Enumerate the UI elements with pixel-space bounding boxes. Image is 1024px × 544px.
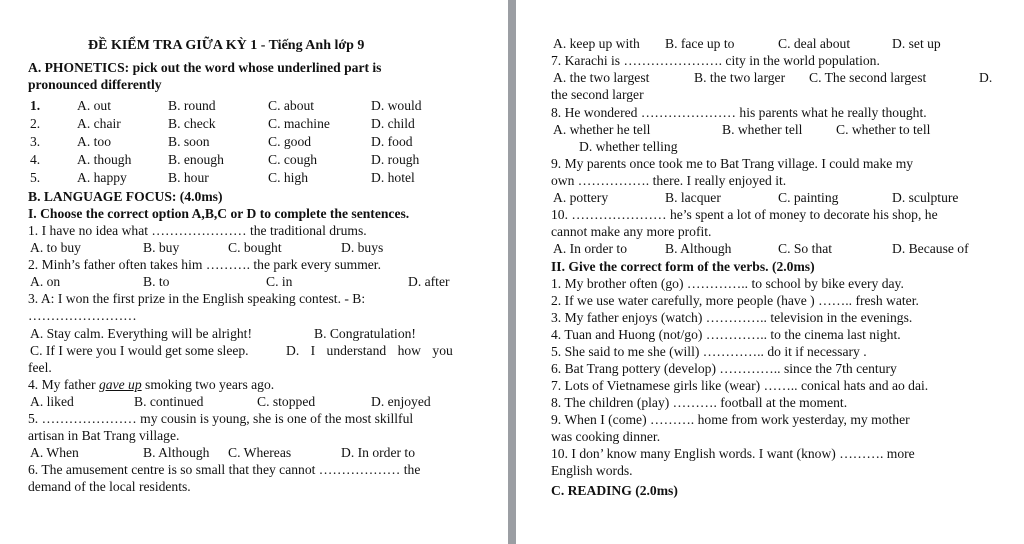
option-c: C. So that — [778, 241, 833, 256]
question-4-text-end: smoking two years ago. — [141, 377, 275, 392]
option-b: B. hour — [168, 170, 209, 185]
question-9: 9. My parents once took me to Bat Trang village. I could make my — [551, 156, 914, 171]
option-c: C. in — [266, 274, 293, 289]
verb-item: 1. My brother often (go) ………….. to school by bike every day. — [551, 276, 904, 291]
question-10-cont: cannot make any more profit. — [551, 224, 712, 239]
option-b: B. enough — [168, 152, 224, 167]
verb-item: 3. My father enjoys (watch) ………….. television in the evenings. — [551, 310, 913, 325]
option-d: D. would — [371, 98, 422, 113]
question-3: 3. A: I won the first prize in the English speaking contest. - B: — [28, 291, 366, 306]
option-d: D. set up — [892, 36, 941, 51]
row-number: 3. — [30, 134, 41, 149]
option-a: A. keep up with — [553, 36, 640, 51]
option-a: A. happy — [77, 170, 127, 185]
option-c: C. whether to tell — [836, 122, 931, 137]
option-c: C. machine — [268, 116, 330, 131]
option-a: A. Stay calm. Everything will be alright! — [30, 326, 252, 341]
verb-item: 7. Lots of Vietnamese girls like (wear) …….. conical hats and ao dai. — [551, 378, 929, 393]
question-8: 8. He wondered ………………… his parents what he really thought. — [551, 105, 927, 120]
option-d: D. In order to — [341, 445, 415, 460]
option-d: D. rough — [371, 152, 420, 167]
exam-title: ĐỀ KIỂM TRA GIỮA KỲ 1 - Tiếng Anh lớp 9 — [88, 38, 365, 53]
option-b: B. lacquer — [665, 190, 721, 205]
option-d: D. after — [408, 274, 450, 289]
option-a: A. out — [77, 98, 111, 113]
option-d: D. sculpture — [892, 190, 959, 205]
part-2-heading: II. Give the correct form of the verbs. (2.0ms) — [551, 259, 815, 274]
row-number: 2. — [30, 116, 41, 131]
option-a: A. whether he tell — [553, 122, 651, 137]
option-d: D. hotel — [371, 170, 415, 185]
question-5-cont: artisan in Bat Trang village. — [28, 428, 180, 443]
question-10: 10. ………………… he’s spent a lot of money to decorate his shop, he — [551, 207, 938, 222]
question-6-cont: demand of the local residents. — [28, 479, 191, 494]
option-b: B. the two larger — [694, 70, 786, 85]
option-b: B. whether tell — [722, 122, 803, 137]
option-c: C. stopped — [257, 394, 316, 409]
row-number: 5. — [30, 170, 41, 185]
option-d: D. buys — [341, 240, 384, 255]
question-2: 2. Minh’s father often takes him ………. the park every summer. — [28, 257, 381, 272]
question-5: 5. ………………… my cousin is young, she is one of the most skillful — [28, 411, 414, 426]
option-d: D. — [979, 70, 993, 85]
option-a: A. to buy — [30, 240, 81, 255]
option-d: D. whether telling — [579, 139, 678, 154]
verb-item: 2. If we use water carefully, more people (have ) …….. fresh water. — [551, 293, 919, 308]
option-d: D. Because of — [892, 241, 969, 256]
question-4 — [28, 376, 274, 393]
option-b: B. buy — [143, 240, 180, 255]
option-c: C. cough — [268, 152, 318, 167]
option-b: B. to — [143, 274, 170, 289]
option-a: A. though — [77, 152, 132, 167]
verb-item-cont: English words. — [551, 463, 633, 478]
question-4-text: 4. My father — [28, 377, 99, 392]
option-b: B. check — [168, 116, 216, 131]
row-number: 4. — [30, 152, 41, 167]
option-a: A. In order to — [553, 241, 627, 256]
question-1: 1. I have no idea what ………………… the traditional drums. — [28, 223, 367, 238]
section-b-heading: B. LANGUAGE FOCUS: (4.0ms) — [28, 189, 223, 204]
option-d: D. enjoyed — [371, 394, 431, 409]
part-1-heading: I. Choose the correct option A,B,C or D to complete the sentences. — [28, 206, 410, 221]
option-d-cont: feel. — [28, 360, 52, 375]
option-a: A. chair — [77, 116, 121, 131]
answer-blank: …………………… — [28, 308, 137, 323]
option-a: A. too — [77, 134, 111, 149]
underlined-phrase: gave up — [98, 377, 142, 392]
option-b: B. Congratulation! — [314, 326, 416, 341]
option-c: C. The second largest — [809, 70, 927, 85]
option-d: D. food — [371, 134, 413, 149]
option-b: B. Although — [143, 445, 210, 460]
option-c: C. about — [268, 98, 315, 113]
option-d-cont: the second larger — [551, 87, 644, 102]
option-a: A. liked — [30, 394, 74, 409]
option-c: C. high — [268, 170, 309, 185]
verb-item: 9. When I (come) ………. home from work yesterday, my mother — [551, 412, 910, 427]
option-c: C. painting — [778, 190, 839, 205]
option-d: D. child — [371, 116, 415, 131]
verb-item: 8. The children (play) ………. football at the moment. — [551, 395, 848, 410]
option-c: C. bought — [228, 240, 282, 255]
option-b: B. face up to — [665, 36, 735, 51]
page-divider — [508, 0, 516, 544]
section-c-heading: C. READING (2.0ms) — [551, 483, 678, 498]
phonetics-heading-cont: pronounced differently — [28, 77, 162, 92]
option-b: B. soon — [168, 134, 210, 149]
option-a: A. pottery — [553, 190, 609, 205]
option-b: B. round — [168, 98, 216, 113]
question-9-cont: own ……………. there. I really enjoyed it. — [551, 173, 787, 188]
option-b: B. Although — [665, 241, 732, 256]
option-b: B. continued — [134, 394, 204, 409]
option-d: D. I understand how you — [286, 343, 453, 358]
verb-item: 4. Tuan and Huong (not/go) ………….. to the cinema last night. — [551, 327, 901, 342]
verb-item-cont: was cooking dinner. — [551, 429, 661, 444]
option-a: A. the two largest — [553, 70, 650, 85]
verb-item: 10. I don’ know many English words. I want (know) ………. more — [551, 446, 915, 461]
option-c: C. deal about — [778, 36, 851, 51]
question-7: 7. Karachi is …………………. city in the world population. — [551, 53, 880, 68]
option-c: C. good — [268, 134, 312, 149]
verb-item: 6. Bat Trang pottery (develop) ………….. since the 7th century — [551, 361, 897, 376]
option-a: A. on — [30, 274, 61, 289]
question-6: 6. The amusement centre is so small that they cannot ……………… the — [28, 462, 421, 477]
option-c: C. If I were you I would get some sleep. — [30, 343, 249, 358]
verb-item: 5. She said to me she (will) ………….. do it if necessary . — [551, 344, 867, 359]
row-number: 1. — [30, 98, 41, 113]
option-a: A. When — [30, 445, 79, 460]
phonetics-heading: A. PHONETICS: pick out the word whose underlined part is — [28, 60, 382, 75]
option-c: C. Whereas — [228, 445, 292, 460]
